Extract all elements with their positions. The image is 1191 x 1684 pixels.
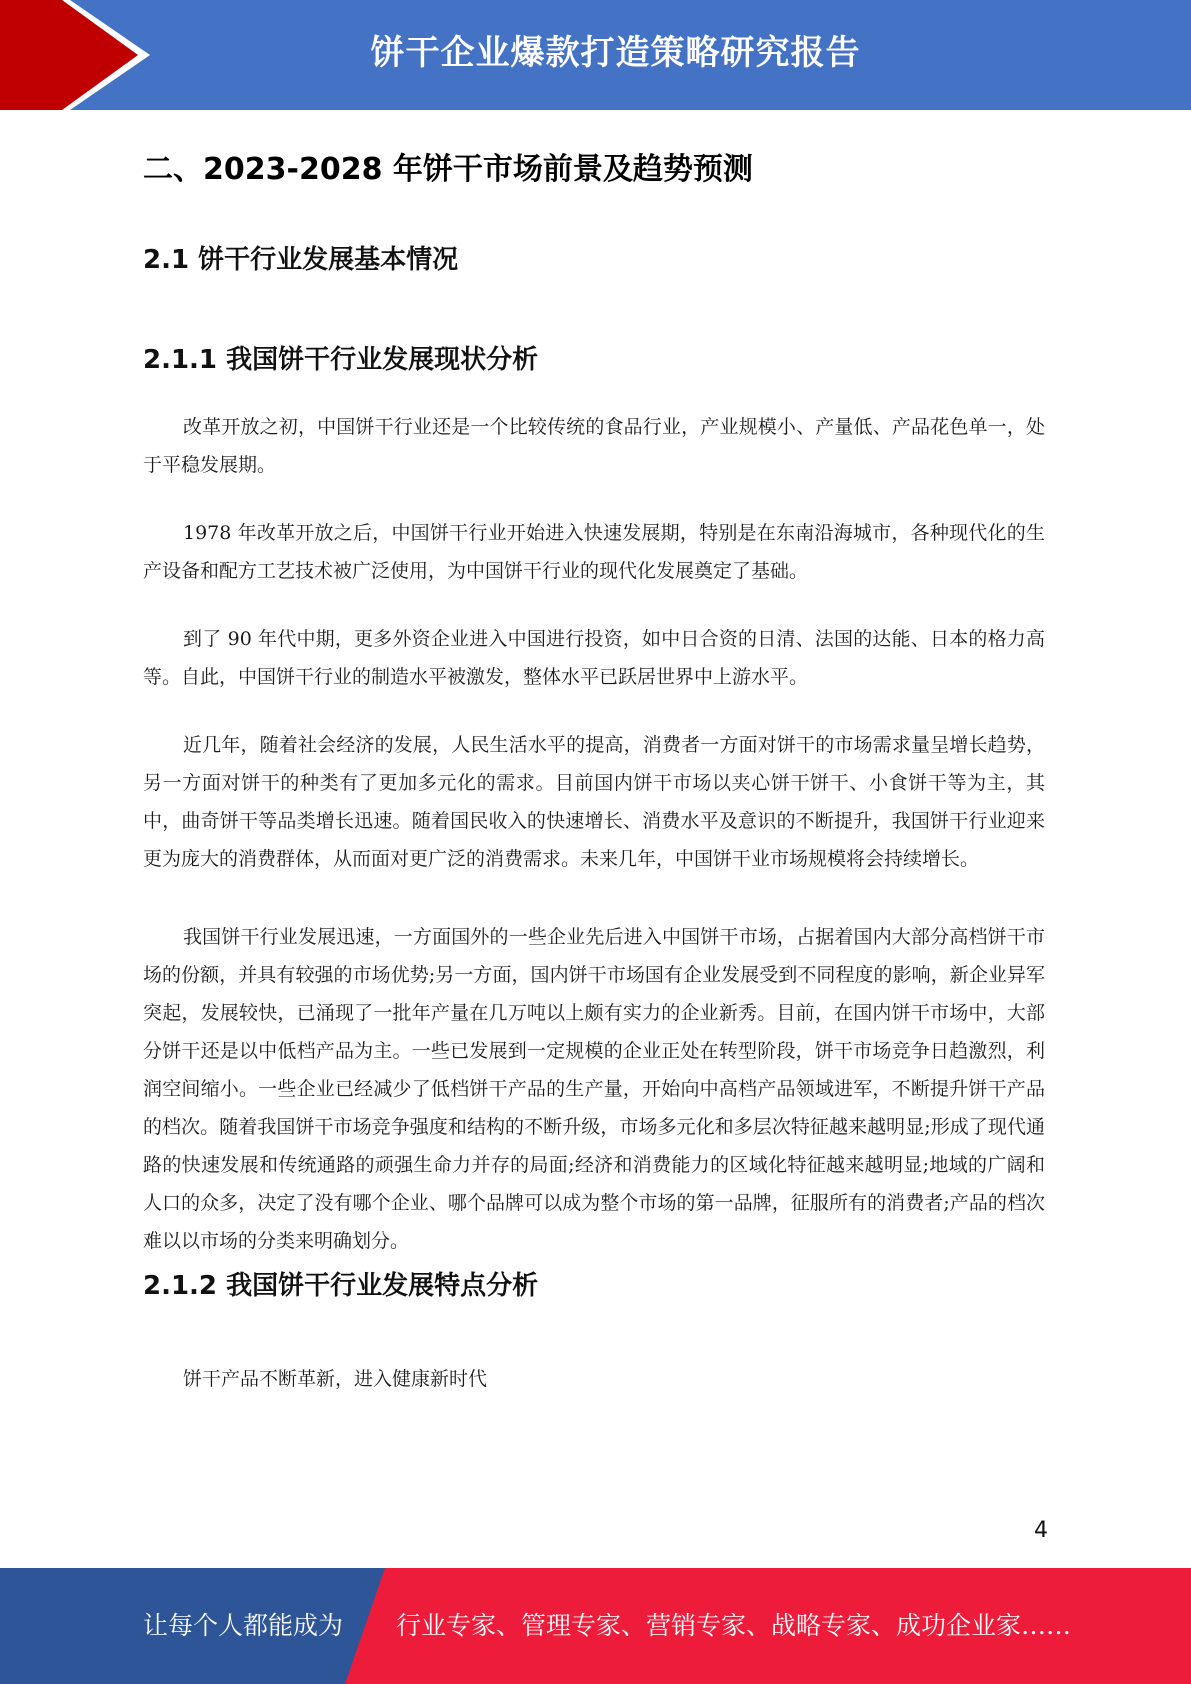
header-banner: [0, 0, 1191, 110]
body-paragraph: 1978 年改革开放之后，中国饼干行业开始进入快速发展期，特别是在东南沿海城市，各种现代化的生产设备和配方工艺技术被广泛使用，为中国饼干行业的现代化发展奠定了基础。: [143, 522, 1045, 582]
report-title: 饼干企业爆款打造策略研究报告: [370, 33, 861, 73]
body-paragraph: 改革开放之初，中国饼干行业还是一个比较传统的食品行业，产业规模小、产量低、产品花色单一，处于平稳发展期。: [143, 416, 1045, 476]
body-paragraph: 到了 90 年代中期，更多外资企业进入中国进行投资，如中日合资的日清、法国的达能、日本的格力高等。自此，中国饼干行业的制造水平被激发，整体水平已跃居世界中上游水平。: [143, 628, 1045, 688]
footer-slogan-right: 行业专家、管理专家、营销专家、战略专家、成功企业家……: [396, 1611, 1072, 1640]
arrow-chevron-icon: [0, 0, 150, 110]
footer-slogan-left: 让每个人都能成为: [143, 1611, 344, 1640]
footer-banner: [0, 1568, 1191, 1684]
section-heading: 2.1 饼干行业发展基本情况: [143, 245, 459, 275]
body-paragraph: 我国饼干行业发展迅速，一方面国外的一些企业先后进入中国饼干市场，占据着国内大部分高档饼干市场的份额，并具有较强的市场优势;另一方面，国内饼干市场国有企业发展受到不同程度的影响，新企业异军突起，发展较快，已涌现了一批年产量在几万吨以上颇有实力的企业新秀。目前，在国内饼干市场中，大部分饼干还是以中低档产品为主。一些已发展到一定规模的企业正处在转型阶段，饼干市场竞争日趋激烈，利润空间缩小。一些企业已经减少了低档饼干产品的生产量，开始向中高档产品领域进军，不断提升饼干产品的档次。随着我国饼干市场竞争强度和结构的不断升级，市场多元化和多层次特征越来越明显;形成了现代通路的快速发展和传统通路的顽强生命力并存的局面;经济和消费能力的区域化特征越来越明显;地域的广阔和人口的众多，决定了没有哪个企业、哪个品牌可以成为整个市场的第一品牌，征服所有的消费者;产品的档次难以以市场的分类来明确划分。: [143, 926, 1045, 1252]
document-body: [143, 130, 1045, 1398]
chapter-heading: 二、2023-2028 年饼干市场前景及趋势预测: [143, 152, 753, 187]
page-number: 4: [1034, 1518, 1048, 1543]
subsection-heading: 2.1.2 我国饼干行业发展特点分析: [143, 1271, 539, 1301]
subsection-heading: 2.1.1 我国饼干行业发展现状分析: [143, 345, 539, 375]
body-paragraph: 近几年，随着社会经济的发展，人民生活水平的提高，消费者一方面对饼干的市场需求量呈增长趋势，另一方面对饼干的种类有了更加多元化的需求。目前国内饼干市场以夹心饼干饼干、小食饼干等为主，其中，曲奇饼干等品类增长迅速。随着国民收入的快速增长、消费水平及意识的不断提升，我国饼干行业迎来更为庞大的消费群体，从而面对更广泛的消费需求。未来几年，中国饼干业市场规模将会持续增长。: [143, 734, 1045, 870]
body-paragraph: 饼干产品不断革新，进入健康新时代: [183, 1368, 488, 1390]
